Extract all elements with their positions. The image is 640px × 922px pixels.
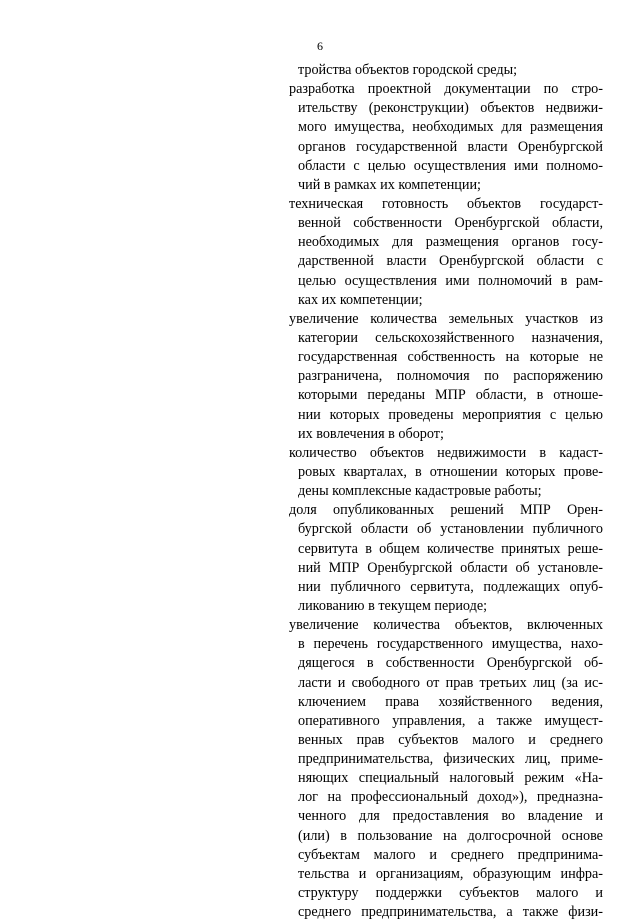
text-line: ключением права хозяйственного ведения,	[298, 693, 603, 710]
text-line: мого имущества, необходимых для размещения	[298, 119, 603, 136]
text-line: дящегося в собственности Оренбургской об-	[298, 655, 603, 672]
document-text-column	[289, 61, 603, 922]
text-line: тельства и организациям, образующим инфра-	[298, 865, 603, 882]
text-line: ках их компетенции;	[298, 291, 423, 308]
text-line: техническая готовность объектов государст-	[289, 195, 603, 212]
text-line: нии которых проведены мероприятия с целью	[298, 406, 603, 423]
text-line: венных прав субъектов малого и среднего	[298, 731, 603, 748]
text-line: ровых кварталах, в отношении которых прове-	[298, 463, 603, 480]
text-line: бургской области об установлении публичного	[298, 521, 603, 538]
text-line: тройства объектов городской среды;	[298, 62, 518, 78]
text-line: увеличение количества земельных участков из	[289, 310, 603, 327]
text-line: нии публичного сервитута, подлежащих опуб-	[298, 578, 603, 595]
text-line: целью осуществления ими полномочий в рам-	[298, 272, 603, 289]
text-line: разграничена, полномочия по распоряжению	[298, 368, 603, 385]
text-line: чий в рамках их компетенции;	[298, 176, 482, 193]
text-line: дены комплексные кадастровые работы;	[298, 483, 542, 500]
text-line: структуру поддержки субъектов малого и	[298, 885, 603, 902]
text-line: области с целью осуществления ими полномо-	[298, 157, 603, 174]
text-line: которыми переданы МПР области, в отноше-	[298, 387, 603, 404]
text-line: лог на профессиональный доход»), предназна-	[298, 789, 603, 806]
text-line: органов государственной власти Оренбургской	[298, 138, 603, 155]
text-line: в перечень государственного имущества, нахо-	[298, 636, 603, 653]
page-number: 6	[317, 39, 323, 53]
text-line: разработка проектной документации по стро-	[289, 81, 603, 98]
text-line: дарственной власти Оренбургской области с	[298, 253, 603, 270]
text-line: венной собственности Оренбургской области,	[298, 215, 603, 232]
text-line: их вовлечения в оборот;	[298, 425, 444, 442]
text-line: необходимых для размещения органов госу-	[298, 234, 603, 251]
text-line: ченного для предоставления во владение и	[298, 808, 603, 825]
text-line: оперативного управления, а также имущест-	[298, 712, 603, 729]
text-line: среднего предпринимательства, а также физи-	[298, 904, 603, 921]
text-line: ликованию в текущем периоде;	[298, 597, 488, 614]
text-line: ласти и свободного от прав третьих лиц (за ис-	[298, 674, 603, 691]
text-line: ний МПР Оренбургской области об установле-	[298, 559, 603, 576]
text-line: (или) в пользование на долгосрочной основе	[298, 827, 603, 844]
text-line: доля опубликованных решений МПР Орен-	[289, 502, 603, 519]
text-line: государственная собственность на которые не	[298, 349, 603, 366]
text-line: количество объектов недвижимости в кадаст-	[289, 444, 603, 461]
text-line: няющих специальный налоговый режим «На-	[298, 770, 603, 787]
text-line: субъектам малого и среднего предпринима-	[298, 846, 603, 863]
text-line: предпринимательства, физических лиц, приме-	[298, 751, 603, 768]
text-line: сервитута в общем количестве принятых реше-	[298, 540, 603, 557]
text-line: увеличение количества объектов, включенных	[289, 617, 603, 634]
text-line: ительству (реконструкции) объектов недвижи-	[298, 100, 603, 117]
text-line: категории сельскохозяйственного назначения,	[298, 329, 603, 346]
